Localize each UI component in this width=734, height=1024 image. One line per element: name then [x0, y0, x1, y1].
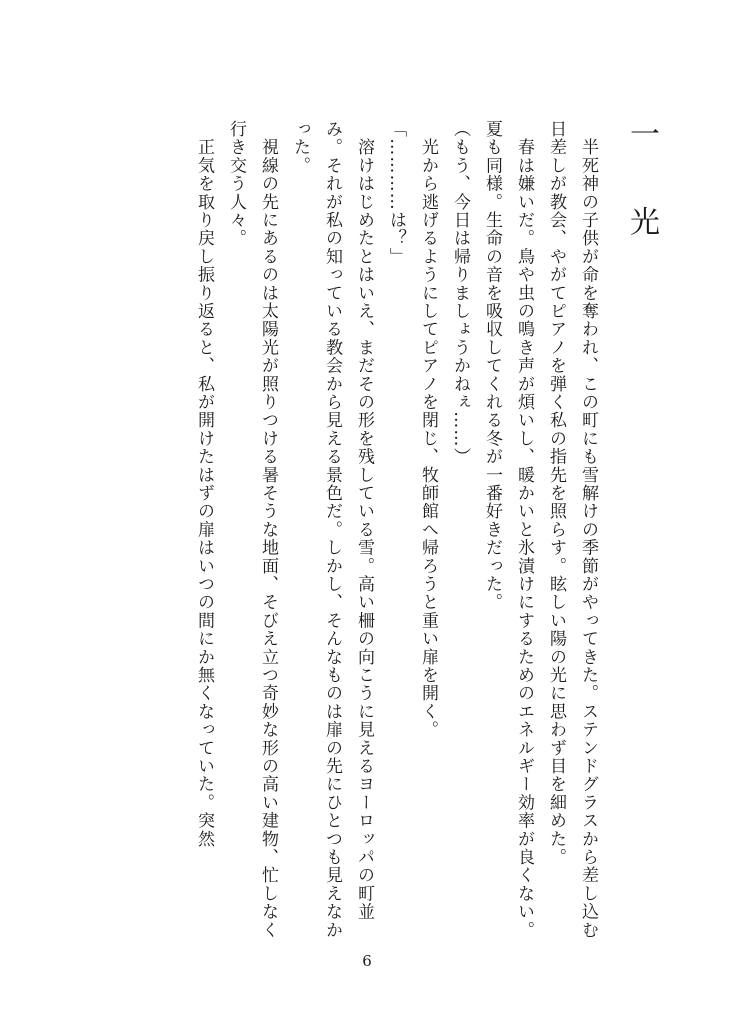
paragraph: 視線の先にあるのは太陽光が照りつける暑そうな地面、そびえ立つ奇妙な形の高い建物、忙しなく行き交う人々。: [226, 120, 278, 939]
paragraph: 半死神の子供が命を奪われ、この町にも雪解けの季節がやってきた。ステンドグラスから差し込む日差しが教会、やがてピアノを弾く私の指先を照らす。眩しい陽の光に思わず目を細めた。: [546, 120, 598, 939]
page-number: 6: [362, 952, 372, 970]
body-text: [188, 120, 604, 950]
paragraph: （もう、今日は帰りましょうかねぇ……）: [450, 120, 470, 466]
paragraph: 光から逃げるようにしてピアノを閉じ、牧師館へ帰ろうと重い扉を開く。: [418, 120, 438, 739]
paragraph: 春は嫌いだ。鳥や虫の鳴き声が煩いし、暖かいと氷漬けにするためのエネルギー効率が良くない。夏も同様。生命の音を吸収してくれる冬が一番好きだった。: [482, 120, 534, 939]
paragraph: 溶けはじめたとはいえ、まだその形を残している雪。高い柵の向こうに見えるヨーロッパの町並み。それが私の知っている教会から見える景色だ。しかし、そんなものは扉の先にひとつも見えなかった。: [290, 120, 374, 939]
paragraph: 「…………は？」: [386, 120, 406, 266]
paragraph: 正気を取り戻し振り返ると、私が開けたはずの扉はいつの間にか無くなっていた。突然: [194, 120, 214, 848]
chapter-title: 一 光: [624, 118, 659, 250]
